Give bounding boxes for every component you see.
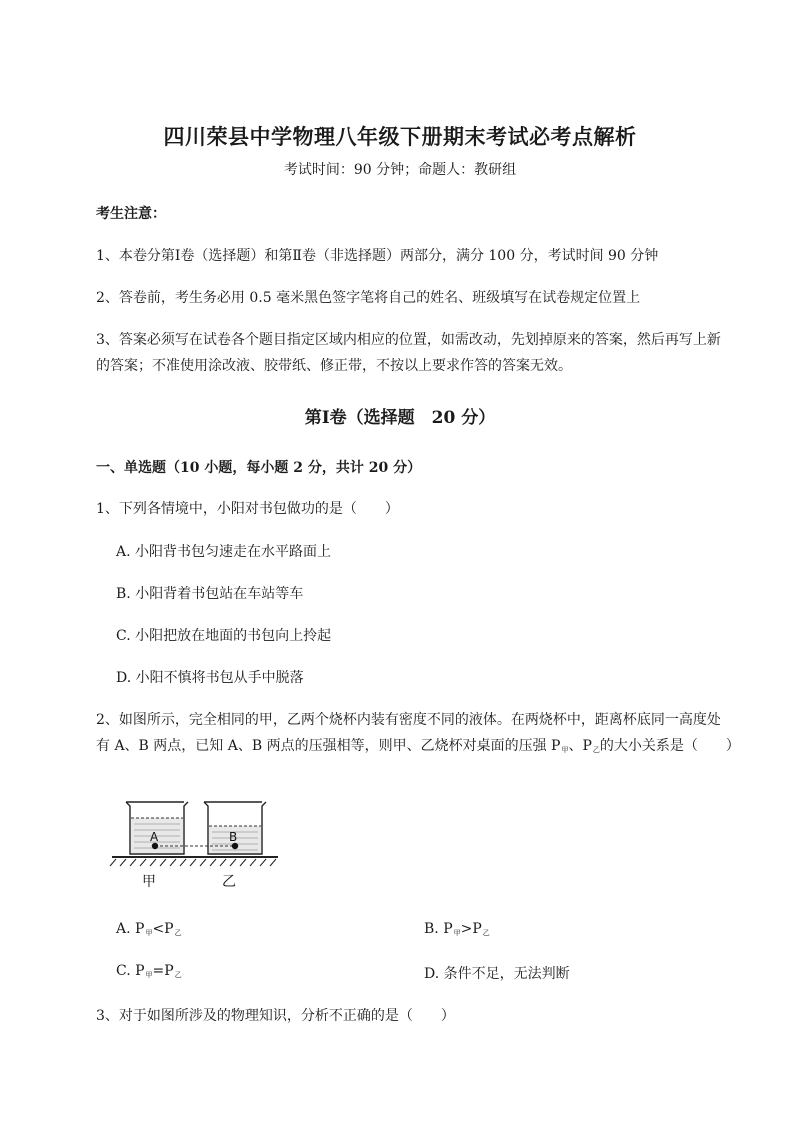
q2-option-d: D. 条件不足，无法判断 [424, 966, 570, 982]
note-item-3: 3、答案必须写在试卷各个题目指定区域内相应的位置，如需改动，先划掉原来的答案，然后再写上新 [96, 332, 721, 348]
note-item-3-cont: 的答案；不准使用涂改液、胶带纸、修正带，不按以上要求作答的答案无效。 [96, 358, 572, 374]
notes-heading: 考生注意： [96, 206, 166, 222]
label-jia: 甲 [142, 874, 156, 890]
q3-stem: 3、对于如图所涉及的物理知识，分析不正确的是（ ） [96, 1008, 455, 1024]
note-item-2: 2、答卷前，考生务必用 0.5 毫米黑色签字笔将自己的姓名、班级填写在试卷规定位置上 [96, 290, 641, 306]
q1-stem: 1、下列各情境中，小阳对书包做功的是（ ） [96, 501, 399, 517]
label-yi: 乙 [222, 874, 236, 890]
exam-subtitle: 考试时间：90 分钟；命题人：教研组 [283, 162, 517, 178]
q2-stem-line2: 有 A、B 两点，已知 A、B 两点的压强相等，则甲、乙烧杯对桌面的压强 $P_甲$、$P_乙$的大小关系是（ ） [96, 738, 740, 754]
note-item-1: 1、本卷分第Ⅰ卷（选择题）和第Ⅱ卷（非选择题）两部分，满分 100 分，考试时间 90 分钟 [96, 248, 659, 264]
q2-option-b: B. $P_甲>P_乙$ [424, 921, 490, 937]
q2-option-a: A. $P_甲<P_乙$ [116, 921, 182, 937]
point-a-label: A [150, 830, 159, 844]
q1-option-b: B. 小阳背着书包站在车站等车 [116, 586, 304, 602]
q1-option-a: A. 小阳背书包匀速走在水平路面上 [116, 544, 332, 560]
q1-option-d: D. 小阳不慎将书包从手中脱落 [116, 670, 304, 686]
q2-stem-line1: 2、如图所示，完全相同的甲，乙两个烧杯内装有密度不同的液体。在两烧杯中，距离杯底同一高度处 [96, 712, 721, 728]
part1-heading: 一、单选题（10 小题，每小题 2 分，共计 20 分） [96, 460, 422, 476]
section-title: 第Ⅰ卷（选择题 20 分） [304, 408, 496, 428]
q2-option-c: C. $P_甲=P_乙$ [116, 963, 182, 979]
beakers-figure [108, 792, 298, 892]
q1-option-c: C. 小阳把放在地面的书包向上拎起 [116, 628, 332, 644]
point-b-label: B [229, 830, 238, 844]
page-title: 四川荣县中学物理八年级下册期末考试必考点解析 [163, 124, 637, 149]
